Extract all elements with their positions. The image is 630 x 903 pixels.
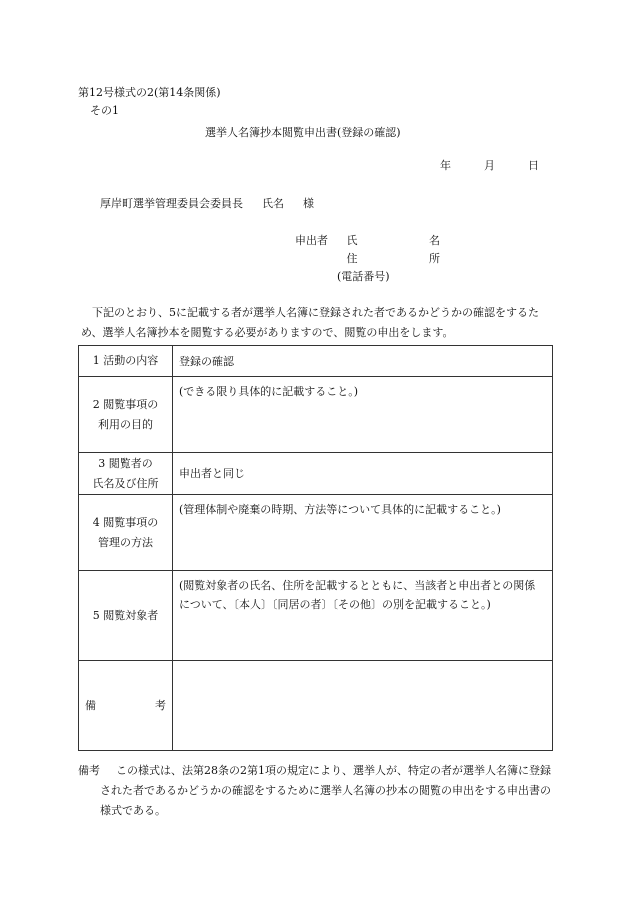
row1-content: 登録の確認 <box>173 346 553 377</box>
applicant-role: 申出者 <box>295 234 328 247</box>
applicant-phone-row <box>337 268 390 284</box>
row2-label <box>79 377 173 453</box>
row4-label-line2: 管理の方法 <box>98 535 153 549</box>
table-row <box>79 661 553 751</box>
notes-head: 備考 <box>78 764 100 777</box>
part-label: その1 <box>90 104 119 117</box>
applicant-phone-label: (電話番号) <box>337 270 390 283</box>
table-row <box>79 571 553 661</box>
row2-label-line2: 利用の目的 <box>98 417 153 431</box>
form-number: 第12号様式の2(第14条関係) <box>78 86 221 99</box>
row3-label-line2: 氏名及び住所 <box>92 476 159 490</box>
row2-label-line1: 2 閲覧事項の <box>92 397 159 411</box>
notes <box>78 761 558 821</box>
addressee-honorific: 様 <box>303 197 314 210</box>
row5-content: (閲覧対象者の氏名、住所を記載するとともに、当該者と申出者との関係について、〔本人〕〔同居の者〕〔その他〕の別を記載すること。) <box>173 571 553 661</box>
addressee <box>100 195 314 211</box>
date-day: 日 <box>528 159 539 172</box>
row3-label <box>79 453 173 495</box>
row2-content: (できる限り具体的に記載すること。) <box>173 377 553 453</box>
applicant-name-label: 氏 名 <box>346 234 474 247</box>
row6-label-right: 考 <box>155 698 166 712</box>
applicant-address-row <box>295 250 474 266</box>
row5-label: 5 閲覧対象者 <box>79 571 173 661</box>
document-title: 選挙人名簿抄本閲覧申出書(登録の確認) <box>205 126 401 139</box>
addressee-title: 厚岸町選挙管理委員会委員長 <box>100 197 243 210</box>
row6-content <box>173 661 553 751</box>
row4-label-line1: 4 閲覧事項の <box>92 515 159 529</box>
application-table <box>78 345 553 751</box>
row3-label-line1: 3 閲覧者の <box>98 456 153 470</box>
date-month: 月 <box>484 159 495 172</box>
intro-paragraph: 下記のとおり、5に記載する者が選挙人名簿に登録された者であるかどうかの確認をするため、選挙人名簿抄本を閲覧する必要がありますので、閲覧の申出をします。 <box>81 306 539 339</box>
notes-body: この様式は、法第28条の2第1項の規定により、選挙人が、特定の者が選挙人名簿に登録された者であるかどうかの確認をするために選挙人名簿の抄本の閲覧の申出をする申出書の様式である。 <box>100 764 551 817</box>
date-year: 年 <box>440 159 451 172</box>
date-line <box>440 157 539 173</box>
table-row <box>79 453 553 495</box>
addressee-name-label: 氏名 <box>262 197 284 210</box>
table-row <box>79 377 553 453</box>
applicant-name-row <box>295 232 474 248</box>
row4-content: (管理体制や廃棄の時期、方法等について具体的に記載すること。) <box>173 495 553 571</box>
row3-content: 申出者と同じ <box>173 453 553 495</box>
row1-label: 1 活動の内容 <box>79 346 173 377</box>
applicant-address-label: 住 所 <box>346 252 474 265</box>
table-row <box>79 495 553 571</box>
table-row <box>79 346 553 377</box>
row6-label <box>79 661 173 751</box>
row6-label-left: 備 <box>85 698 96 712</box>
row4-label <box>79 495 173 571</box>
